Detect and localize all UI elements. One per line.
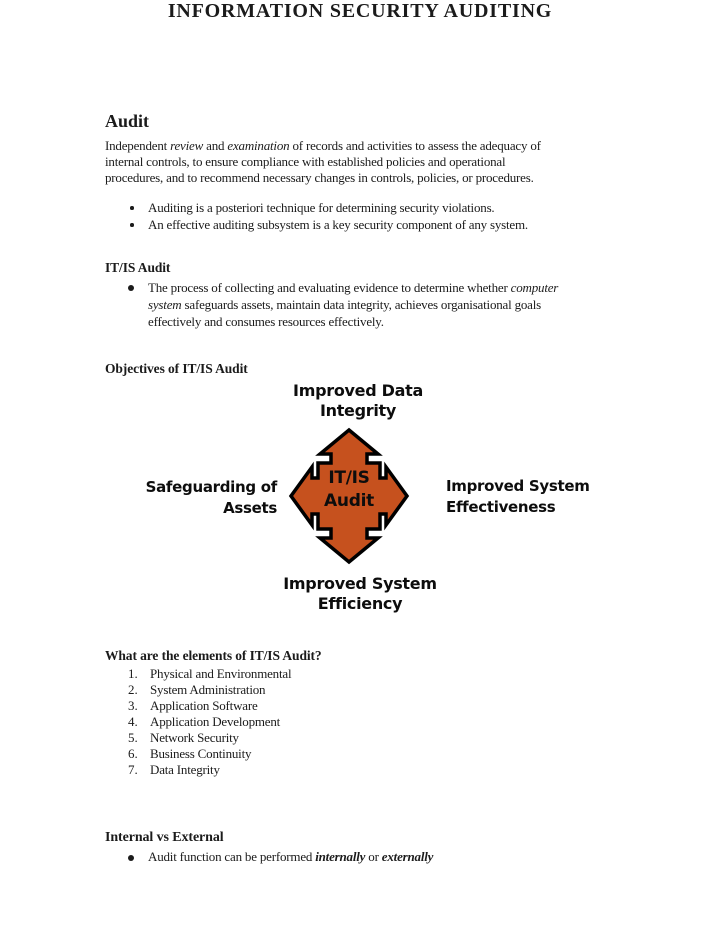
heading-objectives: Objectives of IT/IS Audit [105, 361, 248, 376]
list-item: Application Software [150, 698, 258, 713]
diagram-label-top: Improved Data Integrity [293, 381, 423, 420]
list-item: Application Development [150, 714, 281, 729]
four-way-arrow-icon [279, 426, 419, 566]
diagram-label-bottom: Improved System Efficiency [283, 574, 437, 613]
list-item: Business Continuity [150, 746, 252, 761]
diagram-label-right: Improved System Effectiveness [446, 477, 590, 516]
bullet-line: effectively and consumes resources effectively. [148, 314, 384, 329]
bullet-line: system safeguards assets, maintain data integrity, achieves organisational goals [148, 297, 542, 312]
audit-bullet-2: An effective auditing subsystem is a key security component of any system. [148, 217, 528, 232]
bullet-line: The process of collecting and evaluating evidence to determine whether computer [148, 280, 559, 295]
bullet-icon [130, 223, 134, 227]
bullet-icon [128, 285, 134, 291]
list-number: 4. [128, 714, 138, 729]
paragraph-line: internal controls, to ensure compliance with established policies and operational [105, 153, 506, 169]
page-title: INFORMATION SECURITY AUDITING [167, 0, 553, 22]
heading-internal-external: Internal vs External [105, 830, 224, 845]
list-number: 3. [128, 698, 138, 713]
bullet-icon [130, 206, 134, 210]
audit-paragraph [105, 138, 541, 185]
list-number: 5. [128, 730, 138, 745]
heading-itis-audit: IT/IS Audit [105, 260, 171, 275]
list-item: Data Integrity [150, 762, 220, 777]
list-number: 2. [128, 682, 138, 697]
diagram-label-left: Safeguarding of Assets [145, 478, 277, 517]
list-number: 7. [128, 762, 138, 777]
diagram-center-line2: Audit [324, 491, 374, 511]
itis-bullet [148, 279, 558, 330]
paragraph-line: Independent review and examination of records and activities to assess the adequacy of [105, 138, 541, 153]
bullet-icon [128, 855, 134, 861]
audit-bullet-1: Auditing is a posteriori technique for determining security violations. [148, 200, 495, 215]
heading-audit: Audit [105, 111, 150, 131]
paragraph-line: procedures, and to recommend necessary changes in controls, policies, or procedures. [105, 169, 534, 185]
list-item: Network Security [150, 730, 239, 745]
internal-external-bullet: Audit function can be performed internally or externally [148, 849, 434, 864]
heading-elements: What are the elements of IT/IS Audit? [105, 648, 322, 663]
diagram-center-line1: IT/IS [328, 468, 370, 488]
list-item: Physical and Environmental [150, 666, 292, 681]
list-item: System Administration [150, 682, 266, 697]
list-number: 6. [128, 746, 138, 761]
list-number: 1. [128, 666, 138, 681]
